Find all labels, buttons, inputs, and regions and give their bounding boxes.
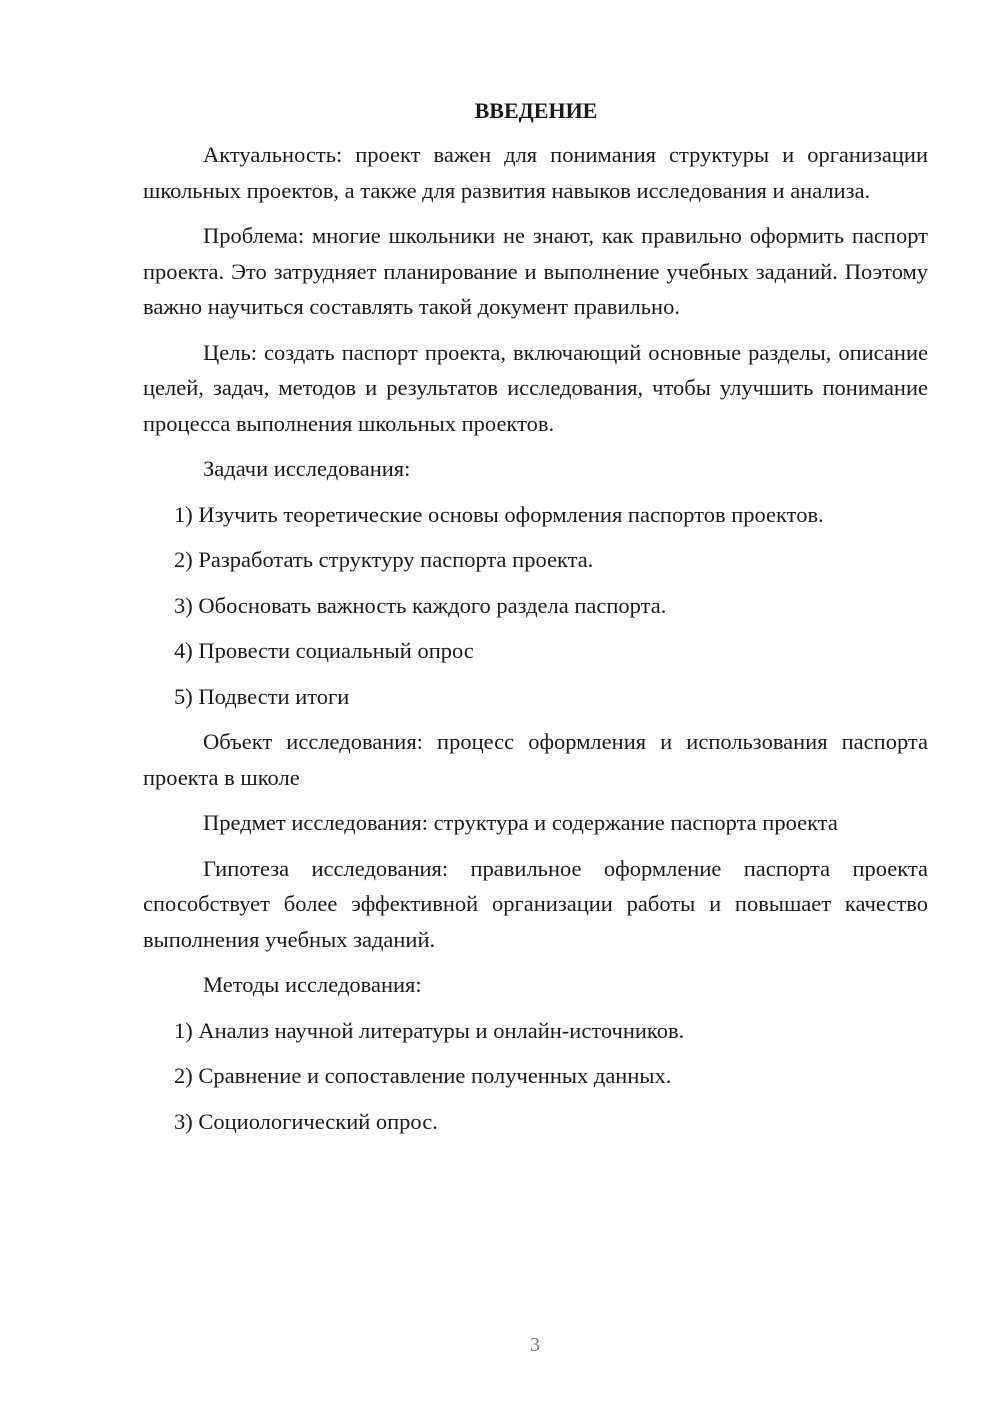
goal-paragraph: Цель: создать паспорт проекта, включающий основные разделы, описание целей, задач, методов и результатов исследования, чтобы улучшить понимание процесса выполнения школьных проектов.: [143, 339, 928, 436]
list-item: 5) Подвести итоги: [174, 683, 350, 709]
document-page: [143, 96, 928, 1149]
list-item: 4) Провести социальный опрос: [174, 638, 474, 663]
list-item: 1) Анализ научной литературы и онлайн-источников.: [174, 1017, 685, 1043]
problem-paragraph: Проблема: многие школьники не знают, как правильно оформить паспорт проекта. Это затрудняет планирование и выполнение учебных заданий. Поэтому важно научиться составлять такой документ правильно.: [143, 223, 928, 319]
list-item: 2) Разработать структуру паспорта проекта.: [174, 547, 594, 572]
tasks-title: Задачи исследования:: [203, 456, 411, 481]
list-item: 2) Сравнение и сопоставление полученных данных.: [174, 1063, 672, 1088]
page-number: 3: [530, 1334, 540, 1356]
methods-list: [143, 1013, 928, 1140]
subject-paragraph: Предмет исследования: структура и содержание паспорта проекта: [203, 810, 838, 835]
relevance-paragraph: Актуальность: проект важен для понимания структуры и организации школьных проектов, а также для развития навыков исследования и анализа.: [143, 142, 928, 203]
object-paragraph: Объект исследования: процесс оформления и использования паспорта проекта в школе: [143, 729, 928, 790]
list-item: 3) Обосновать важность каждого раздела паспорта.: [174, 592, 667, 618]
list-item: 3) Социологический опрос.: [174, 1108, 438, 1134]
hypothesis-paragraph: Гипотеза исследования: правильное оформление паспорта проекта способствует более эффективной организации работы и повышает качество выполнения учебных заданий.: [143, 855, 928, 952]
section-heading: ВВЕДЕНИЕ: [474, 98, 598, 123]
list-item: 1) Изучить теоретические основы оформления паспортов проектов.: [174, 501, 824, 527]
tasks-list: [143, 497, 928, 715]
methods-title: Методы исследования:: [203, 972, 422, 997]
